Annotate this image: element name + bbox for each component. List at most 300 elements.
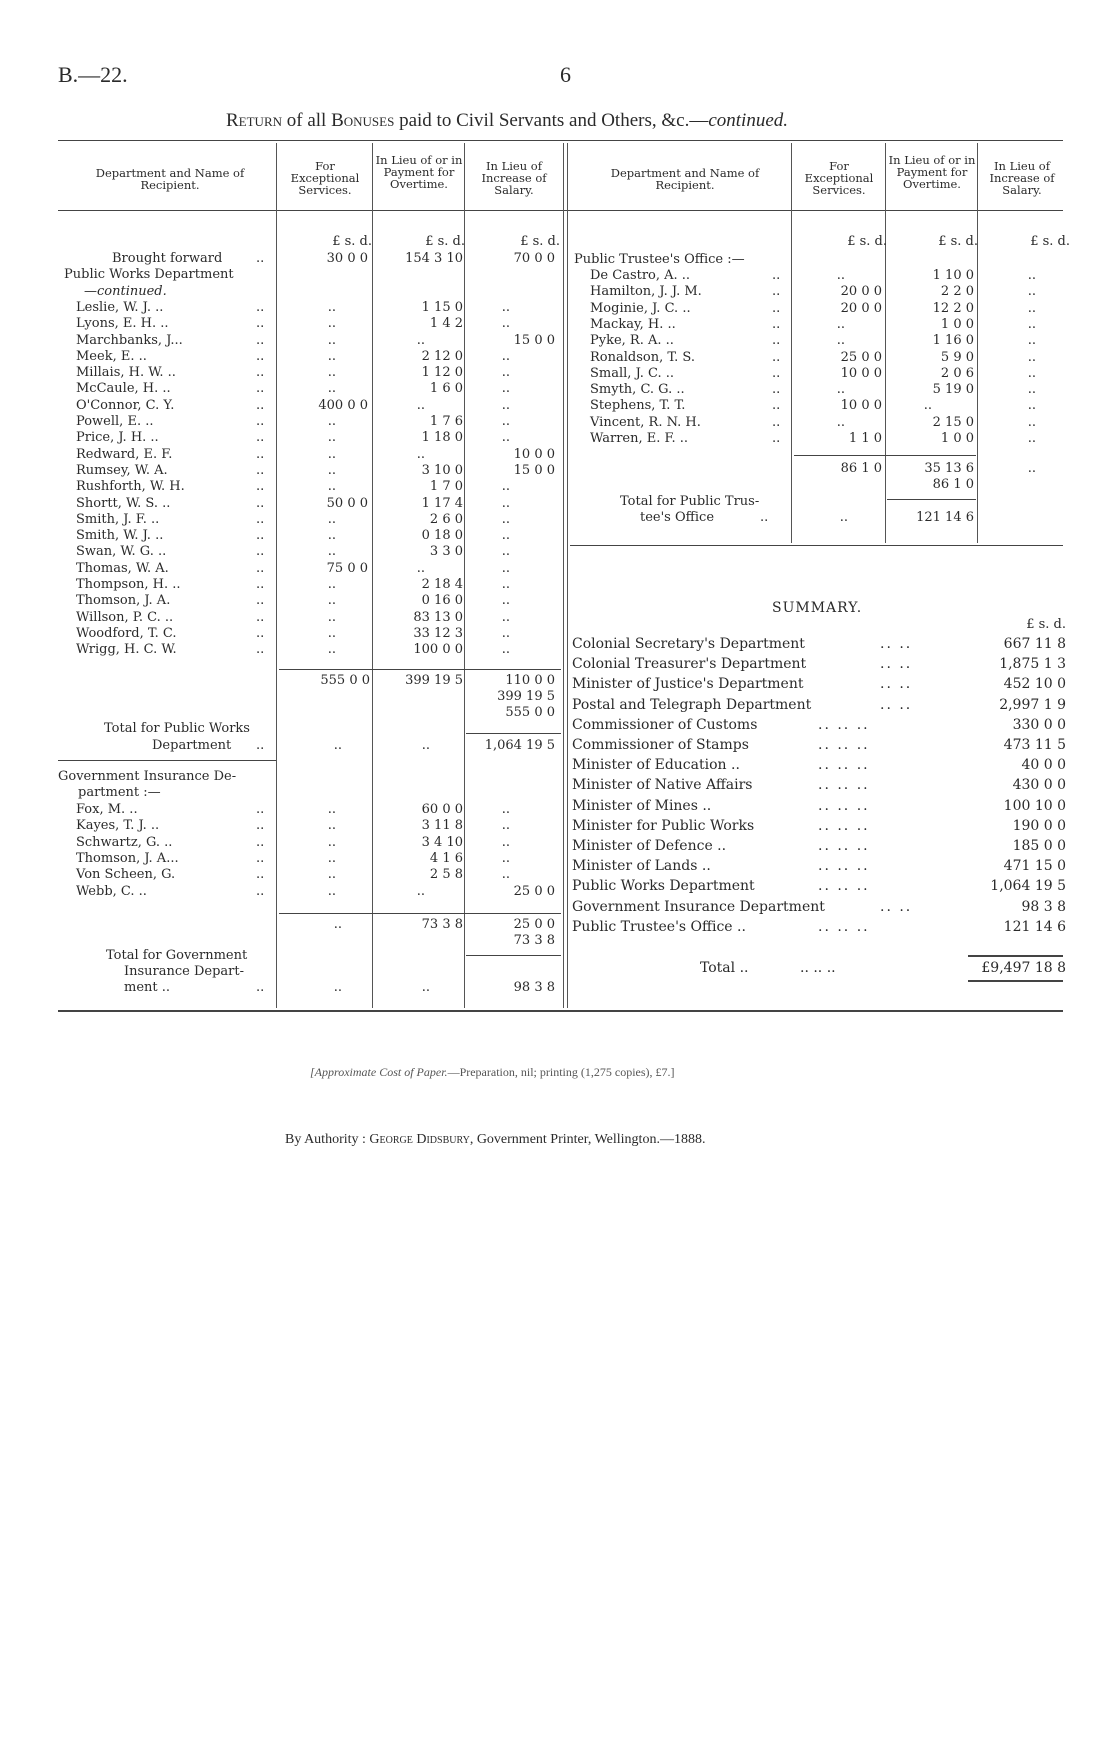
summary-row-label: Postal and Telegraph Department: [572, 697, 812, 713]
table-row-dots: ..: [772, 382, 781, 397]
left-col-rule-3: [464, 143, 465, 1008]
table-row-salary: ..: [501, 544, 510, 559]
pt-subtotal-rule: [794, 455, 976, 456]
pt-total-rule: [887, 499, 976, 500]
col-header-salary-left: In Lieu of Increase of Salary.: [481, 159, 547, 197]
summary-row-amount: 121 14 6: [1003, 919, 1066, 935]
gi-total-label-1: Total for Government: [106, 948, 248, 963]
summary-row-dots: .. ..: [880, 656, 913, 672]
summary-row-dots: .. ..: [880, 697, 913, 713]
table-row-dots: ..: [256, 414, 265, 429]
table-row-salary: ..: [501, 610, 510, 625]
table-row-name: Leslie, W. J. ..: [76, 300, 164, 315]
currency-header-ot-left: £ s. d.: [425, 234, 465, 249]
pw-total-ot: ..: [421, 738, 430, 753]
table-row-exceptional: ..: [327, 447, 336, 462]
summary-row-dots: .. .. ..: [818, 878, 870, 894]
pw-subtotal-exc: 555 0 0: [320, 673, 370, 688]
currency-header-ot-right: £ s. d.: [938, 234, 978, 249]
col-header-exceptional-right: For Exceptional Services.: [804, 159, 874, 197]
table-row-dots: ..: [256, 544, 265, 559]
table-row-dots: ..: [256, 577, 265, 592]
table-row-name: Smyth, C. G. ..: [590, 382, 685, 397]
pt-heading: Public Trustee's Office :—: [574, 252, 745, 267]
table-row-exceptional: ..: [327, 835, 336, 850]
table-row-dots: ..: [256, 593, 265, 608]
pt-total-ot: 121 14 6: [916, 510, 974, 525]
summary-row-amount: 471 15 0: [1003, 858, 1066, 874]
table-row-overtime: 2 2 0: [940, 284, 974, 299]
table-row-overtime: 5 19 0: [932, 382, 974, 397]
left-col-rule-1: [276, 143, 277, 1008]
pw-subtotal-rule: [279, 669, 561, 670]
table-row-name: Warren, E. F. ..: [590, 431, 689, 446]
summary-row-label: Minister of Justice's Department: [572, 676, 804, 692]
table-row-dots: ..: [256, 398, 265, 413]
gi-total-exc: ..: [333, 980, 342, 995]
table-row-dots: ..: [772, 415, 781, 430]
table-row-dots: ..: [256, 561, 265, 576]
table-row-exceptional: 75 0 0: [326, 561, 368, 576]
table-row-exceptional: ..: [327, 802, 336, 817]
table-row-overtime: 1 4 2: [429, 316, 463, 331]
gi-subtotal-sal-1: 25 0 0: [513, 917, 555, 932]
summary-row-dots: .. .. ..: [818, 777, 870, 793]
table-row-salary: 15 0 0: [513, 333, 555, 348]
summary-row-dots: .. ..: [880, 676, 913, 692]
table-row-name: —continued.: [84, 284, 167, 299]
table-row-salary: ..: [501, 577, 510, 592]
table-row-exceptional: ..: [327, 479, 336, 494]
gi-total-rule: [466, 955, 561, 956]
table-row-dots: ..: [256, 884, 265, 899]
table-row-salary: ..: [501, 528, 510, 543]
gi-total-label-3: ment ..: [124, 980, 171, 995]
table-row-salary: ..: [501, 300, 510, 315]
table-row-dots: ..: [256, 528, 265, 543]
left-col-rule-2: [372, 143, 373, 1008]
table-row-salary: ..: [501, 414, 510, 429]
table-row-exceptional: ..: [327, 414, 336, 429]
table-row-dots: ..: [256, 867, 265, 882]
table-row-salary: ..: [501, 496, 510, 511]
gi-total-sal: 98 3 8: [513, 980, 555, 995]
table-row-dots: ..: [256, 430, 265, 445]
pw-subtotal-sal-3: 555 0 0: [505, 705, 555, 720]
table-row-exceptional: ..: [327, 593, 336, 608]
table-row-dots: ..: [256, 479, 265, 494]
table-row-dots: ..: [772, 317, 781, 332]
summary-row-amount: 1,875 1 3: [999, 656, 1066, 672]
summary-row-amount: 430 0 0: [1012, 777, 1066, 793]
doc-reference: B.—22.: [58, 62, 128, 87]
table-row-salary: ..: [501, 365, 510, 380]
table-row-overtime: ..: [416, 398, 425, 413]
table-row-name: Willson, P. C. ..: [76, 610, 174, 625]
table-row-overtime: 1 17 4: [421, 496, 463, 511]
pt-total-exc: ..: [839, 510, 848, 525]
table-row-exceptional: ..: [327, 365, 336, 380]
table-row-name: Lyons, E. H. ..: [76, 316, 169, 331]
summary-row-label: Commissioner of Customs: [572, 717, 758, 733]
table-row-dots: ..: [256, 851, 265, 866]
table-row-salary: ..: [1027, 301, 1036, 316]
table-row-exceptional: ..: [327, 610, 336, 625]
title-bonuses: Bonuses: [331, 110, 395, 131]
pw-total-under-rule: [58, 760, 276, 761]
table-row-salary: ..: [1027, 268, 1036, 283]
table-row-overtime: 1 0 0: [940, 431, 974, 446]
table-row-name: Swan, W. G. ..: [76, 544, 167, 559]
summary-row-label: Public Works Department: [572, 878, 755, 894]
table-row-dots: ..: [772, 366, 781, 381]
pw-total-dots: ..: [256, 738, 265, 753]
summary-total-amount: £9,497 18 8: [981, 960, 1066, 976]
table-row-overtime: 83 13 0: [413, 610, 463, 625]
col-header-name-right: Department and Name of Recipient.: [610, 166, 760, 192]
gi-subtotal-ot: 73 3 8: [421, 917, 463, 932]
table-row-overtime: 1 6 0: [429, 381, 463, 396]
table-row-overtime: 33 12 3: [413, 626, 463, 641]
table-row-dots: ..: [772, 431, 781, 446]
table-row-name: Webb, C. ..: [76, 884, 147, 899]
summary-row-amount: 190 0 0: [1012, 818, 1066, 834]
center-double-rule-a: [563, 143, 564, 1008]
table-row-dots: ..: [772, 398, 781, 413]
table-row-exceptional: 30 0 0: [326, 251, 368, 266]
summary-row-dots: .. .. ..: [818, 737, 870, 753]
table-row-overtime: 2 15 0: [932, 415, 974, 430]
table-row-name: Fox, M. ..: [76, 802, 138, 817]
table-row-salary: ..: [501, 512, 510, 527]
summary-row-label: Public Trustee's Office ..: [572, 919, 746, 935]
summary-row-amount: 98 3 8: [1021, 899, 1066, 915]
table-row-dots: ..: [256, 818, 265, 833]
gi-heading-2: partment :—: [78, 785, 161, 800]
title-prefix: Return: [226, 110, 283, 131]
table-row-exceptional: 25 0 0: [840, 350, 882, 365]
table-row-overtime: 12 2 0: [932, 301, 974, 316]
summary-row-amount: 1,064 19 5: [990, 878, 1066, 894]
table-row-name: Powell, E. ..: [76, 414, 154, 429]
pw-total-exc: ..: [333, 738, 342, 753]
table-row-salary: ..: [501, 835, 510, 850]
summary-title: SUMMARY.: [772, 600, 863, 616]
table-row-overtime: 2 6 0: [429, 512, 463, 527]
table-row-salary: ..: [501, 802, 510, 817]
table-row-overtime: 1 10 0: [932, 268, 974, 283]
table-row-exceptional: 10 0 0: [840, 366, 882, 381]
table-row-name: Rumsey, W. A.: [76, 463, 168, 478]
table-row-exceptional: ..: [327, 626, 336, 641]
cost-note-italic: [Approximate Cost of Paper.: [310, 1065, 448, 1079]
table-row-dots: ..: [256, 333, 265, 348]
summary-row-label: Minister for Public Works: [572, 818, 755, 834]
table-row-overtime: 1 7 6: [429, 414, 463, 429]
page-number: 6: [560, 62, 571, 87]
table-row-overtime: 60 0 0: [421, 802, 463, 817]
table-row-exceptional: ..: [836, 333, 845, 348]
table-row-dots: ..: [772, 284, 781, 299]
summary-total-rule-1: [968, 955, 1063, 957]
table-row-salary: ..: [501, 818, 510, 833]
table-row-overtime: 100 0 0: [413, 642, 463, 657]
table-bottom-rule: [58, 1010, 1063, 1012]
summary-row-label: Minister of Defence ..: [572, 838, 727, 854]
title-continued: continued.: [708, 110, 789, 131]
summary-row-dots: .. ..: [880, 636, 913, 652]
table-row-name: Schwartz, G. ..: [76, 835, 173, 850]
table-row-overtime: 4 1 6: [429, 851, 463, 866]
summary-row-label: Colonial Treasurer's Department: [572, 656, 807, 672]
table-row-name: Von Scheen, G.: [76, 867, 176, 882]
pw-total-sal: 1,064 19 5: [484, 738, 555, 753]
pt-subtotal-ot-1: 35 13 6: [924, 461, 974, 476]
col-header-exceptional-left: For Exceptional Services.: [290, 159, 360, 197]
table-row-name: Thomson, J. A.: [76, 593, 171, 608]
table-row-salary: ..: [1027, 382, 1036, 397]
table-row-dots: ..: [256, 300, 265, 315]
pw-total-label-2: Department: [152, 738, 232, 753]
table-row-exceptional: ..: [327, 528, 336, 543]
currency-header-exc-right: £ s. d.: [847, 234, 887, 249]
table-row-exceptional: 20 0 0: [840, 301, 882, 316]
currency-header-exc-left: £ s. d.: [332, 234, 372, 249]
authority-rest: , Government Printer, Wellington.—1888.: [469, 1132, 706, 1147]
table-row-exceptional: ..: [327, 577, 336, 592]
summary-total-dots: .. .. ..: [800, 960, 836, 976]
pt-subtotal-sal: ..: [1027, 461, 1036, 476]
gi-total-dots: ..: [256, 980, 265, 995]
summary-row-amount: 100 10 0: [1003, 798, 1066, 814]
table-row-exceptional: ..: [327, 316, 336, 331]
cost-note-rest: —Preparation, nil; printing (1,275 copies), £7.]: [447, 1065, 675, 1079]
table-row-name: Kayes, T. J. ..: [76, 818, 160, 833]
table-row-salary: ..: [501, 479, 510, 494]
table-row-name: Wrigg, H. C. W.: [76, 642, 177, 657]
table-row-exceptional: ..: [327, 851, 336, 866]
authority-line: [285, 1132, 705, 1148]
table-row-exceptional: ..: [327, 642, 336, 657]
table-row-exceptional: ..: [327, 349, 336, 364]
table-row-name: Meek, E. ..: [76, 349, 147, 364]
right-col-rule-2: [885, 143, 886, 543]
table-row-exceptional: ..: [327, 867, 336, 882]
table-row-exceptional: ..: [836, 382, 845, 397]
table-row-exceptional: ..: [836, 415, 845, 430]
gi-heading-1: Government Insurance De-: [58, 769, 237, 784]
table-row-name: Hamilton, J. J. M.: [590, 284, 702, 299]
summary-row-dots: .. .. ..: [818, 858, 870, 874]
table-row-exceptional: 10 0 0: [840, 398, 882, 413]
pt-total-dots: ..: [760, 510, 769, 525]
table-row-salary: 70 0 0: [513, 251, 555, 266]
summary-row-amount: 667 11 8: [1003, 636, 1066, 652]
table-row-salary: ..: [501, 867, 510, 882]
table-row-salary: ..: [501, 593, 510, 608]
col-header-name-left: Department and Name of Recipient.: [95, 166, 245, 192]
table-row-dots: ..: [256, 835, 265, 850]
table-row-dots: ..: [772, 333, 781, 348]
table-row-exceptional: ..: [836, 268, 845, 283]
table-row-overtime: 3 11 8: [421, 818, 463, 833]
pw-subtotal-sal-1: 110 0 0: [505, 673, 555, 688]
table-row-dots: ..: [772, 268, 781, 283]
table-row-overtime: 2 18 4: [421, 577, 463, 592]
right-table-end-rule: [570, 545, 1063, 546]
pw-subtotal-ot: 399 19 5: [405, 673, 463, 688]
table-row-exceptional: 400 0 0: [318, 398, 368, 413]
gi-subtotal-sal-2: 73 3 8: [513, 933, 555, 948]
table-row-name: Pyke, R. A. ..: [590, 333, 674, 348]
table-row-salary: ..: [1027, 350, 1036, 365]
summary-row-dots: .. ..: [880, 899, 913, 915]
table-row-overtime: 1 7 0: [429, 479, 463, 494]
summary-row-amount: 452 10 0: [1003, 676, 1066, 692]
table-row-salary: 25 0 0: [513, 884, 555, 899]
summary-row-dots: .. .. ..: [818, 717, 870, 733]
title-text: of all: [282, 110, 332, 131]
summary-row-label: Colonial Secretary's Department: [572, 636, 805, 652]
summary-row-label: Government Insurance Department: [572, 899, 825, 915]
title-rest: paid to Civil Servants and Others, &c.—: [394, 110, 709, 131]
table-row-salary: ..: [501, 349, 510, 364]
table-row-overtime: 1 18 0: [421, 430, 463, 445]
table-row-name: Ronaldson, T. S.: [590, 350, 695, 365]
currency-header-sal-left: £ s. d.: [520, 234, 560, 249]
table-row-dots: ..: [256, 642, 265, 657]
table-row-overtime: 1 12 0: [421, 365, 463, 380]
table-row-overtime: ..: [923, 398, 932, 413]
col-header-salary-right: In Lieu of Increase of Salary.: [989, 159, 1055, 197]
table-row-salary: ..: [501, 561, 510, 576]
table-row-name: Rushforth, W. H.: [76, 479, 185, 494]
table-row-dots: ..: [256, 447, 265, 462]
right-col-rule-1: [791, 143, 792, 543]
summary-row-label: Commissioner of Stamps: [572, 737, 749, 753]
table-row-overtime: 2 0 6: [940, 366, 974, 381]
table-row-exceptional: ..: [327, 333, 336, 348]
center-double-rule-b: [567, 143, 568, 1008]
page-title: [226, 110, 788, 132]
table-row-name: Mackay, H. ..: [590, 317, 676, 332]
table-row-name: Stephens, T. T.: [590, 398, 686, 413]
table-row-name: De Castro, A. ..: [590, 268, 691, 283]
table-row-dots: ..: [256, 626, 265, 641]
col-header-overtime-right: In Lieu of or in Payment for Overtime.: [888, 153, 976, 191]
table-row-dots: ..: [256, 316, 265, 331]
pt-subtotal-ot-2: 86 1 0: [932, 477, 974, 492]
table-row-dots: ..: [256, 349, 265, 364]
table-row-overtime: ..: [416, 333, 425, 348]
table-row-exceptional: ..: [327, 544, 336, 559]
pt-subtotal-exc: 86 1 0: [840, 461, 882, 476]
summary-row-label: Minister of Education ..: [572, 757, 740, 773]
table-row-overtime: 0 16 0: [421, 593, 463, 608]
table-row-name: Thompson, H. ..: [76, 577, 181, 592]
table-row-salary: 15 0 0: [513, 463, 555, 478]
table-row-name: Price, J. H. ..: [76, 430, 159, 445]
table-row-exceptional: ..: [327, 512, 336, 527]
table-row-overtime: 3 10 0: [421, 463, 463, 478]
table-row-overtime: 0 18 0: [421, 528, 463, 543]
table-row-exceptional: ..: [327, 818, 336, 833]
currency-header-sal-right: £ s. d.: [1030, 234, 1070, 249]
table-row-salary: ..: [1027, 431, 1036, 446]
table-row-name: Smith, W. J. ..: [76, 528, 164, 543]
table-row-salary: ..: [501, 851, 510, 866]
summary-row-amount: 473 11 5: [1003, 737, 1066, 753]
table-row-overtime: 3 4 10: [421, 835, 463, 850]
summary-row-dots: .. .. ..: [818, 919, 870, 935]
table-row-overtime: ..: [416, 561, 425, 576]
col-header-overtime-left: In Lieu of or in Payment for Overtime.: [375, 153, 463, 191]
printer-name: George Didsbury: [369, 1132, 470, 1147]
table-row-exceptional: 50 0 0: [326, 496, 368, 511]
gi-subtotal-exc: ..: [333, 917, 342, 932]
table-row-name: Marchbanks, J...: [76, 333, 183, 348]
table-row-exceptional: 1 1 0: [848, 431, 882, 446]
gi-subtotal-rule: [279, 913, 561, 914]
authority-label: By Authority :: [285, 1132, 370, 1147]
table-row-overtime: 2 12 0: [421, 349, 463, 364]
table-header-rule: [58, 210, 1063, 211]
table-row-name: Woodford, T. C.: [76, 626, 177, 641]
table-row-salary: ..: [1027, 333, 1036, 348]
summary-row-label: Minister of Native Affairs: [572, 777, 753, 793]
table-row-name: Millais, H. W. ..: [76, 365, 176, 380]
table-row-name: Shortt, W. S. ..: [76, 496, 171, 511]
table-row-exceptional: ..: [327, 463, 336, 478]
table-row-name: McCaule, H. ..: [76, 381, 171, 396]
pw-subtotal-sal-2: 399 19 5: [497, 689, 555, 704]
table-row-dots: ..: [256, 251, 265, 266]
table-row-overtime: 1 15 0: [421, 300, 463, 315]
table-row-overtime: ..: [416, 884, 425, 899]
summary-row-label: Minister of Lands ..: [572, 858, 711, 874]
table-row-name: Public Works Department: [64, 267, 234, 282]
table-row-salary: ..: [501, 398, 510, 413]
right-col-rule-3: [977, 143, 978, 543]
pw-total-label-1: Total for Public Works: [104, 721, 250, 736]
table-row-overtime: 3 3 0: [429, 544, 463, 559]
table-row-overtime: 2 5 8: [429, 867, 463, 882]
cost-note: [310, 1065, 675, 1080]
pt-total-label-1: Total for Public Trus-: [620, 494, 760, 509]
table-row-exceptional: ..: [327, 430, 336, 445]
table-row-exceptional: ..: [327, 381, 336, 396]
pt-total-label-2: tee's Office: [640, 510, 715, 525]
table-row-name: Moginie, J. C. ..: [590, 301, 691, 316]
table-row-name: Redward, E. F.: [76, 447, 173, 462]
table-row-exceptional: ..: [327, 884, 336, 899]
table-top-rule: [58, 140, 1063, 141]
table-row-name: Brought forward: [112, 251, 223, 266]
summary-row-amount: 2,997 1 9: [999, 697, 1066, 713]
table-row-overtime: 1 16 0: [932, 333, 974, 348]
table-row-overtime: 154 3 10: [405, 251, 463, 266]
summary-row-dots: .. .. ..: [818, 798, 870, 814]
table-row-salary: ..: [1027, 284, 1036, 299]
table-row-dots: ..: [772, 301, 781, 316]
summary-currency-header: £ s. d.: [1026, 617, 1066, 632]
table-row-exceptional: ..: [327, 300, 336, 315]
table-row-dots: ..: [256, 610, 265, 625]
pw-total-rule: [466, 733, 561, 734]
summary-row-amount: 330 0 0: [1012, 717, 1066, 733]
gi-total-ot: ..: [421, 980, 430, 995]
summary-row-dots: .. .. ..: [818, 757, 870, 773]
